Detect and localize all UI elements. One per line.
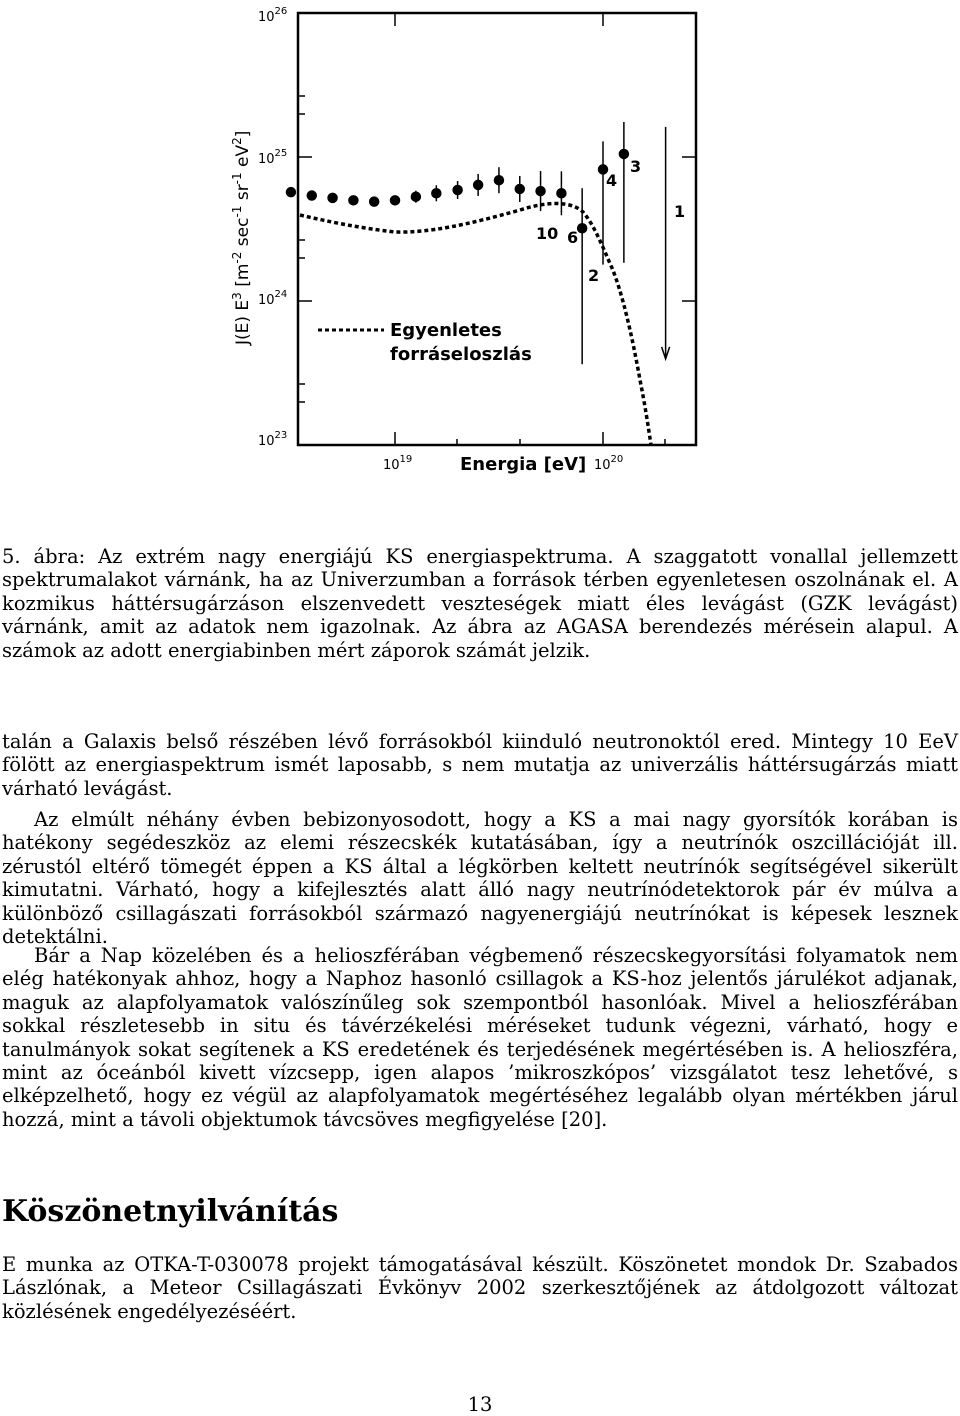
data-point xyxy=(328,193,337,202)
data-point xyxy=(557,189,566,198)
data-point xyxy=(453,185,462,194)
point-label-10: 10 xyxy=(536,224,559,243)
energy-spectrum-figure xyxy=(230,0,730,480)
legend-label-line2: forráseloszlás xyxy=(390,344,532,365)
data-point xyxy=(391,196,400,205)
data-point xyxy=(536,187,545,196)
page-number: 13 xyxy=(467,1393,493,1416)
body-paragraph: talán a Galaxis belső részében lévő forrásokból kiinduló neutronoktól ered. Mintegy 10 EeV fölött az energiaspektrum ismét laposabb, s nem mutatja az univerzális háttérsugárzás miatt várható levágást. xyxy=(2,730,958,800)
plot-frame xyxy=(298,13,696,445)
point-label-6: 6 xyxy=(567,228,579,247)
data-point xyxy=(349,196,358,205)
data-point xyxy=(494,176,503,185)
data-point xyxy=(411,192,420,201)
data-point xyxy=(474,180,483,189)
data-point xyxy=(578,224,587,233)
body-paragraph: Bár a Nap közelében és a helioszférában végbemenő részecskegyorsítási folyamatok nem elég hatékonyak ahhoz, hogy a Naphoz hasonló csillagok a KS-hoz jelentős járulékot adjanak, maguk az alapfolyamatok valószínűleg sok szempontból hasonlóak. Mivel a helioszférában sokkal részletesebb in situ és távérzékelési méréseket tudunk végezni, várható, hogy e tanulmányok sokat segítenek a KS eredetének és terjedésének megértésében is. A helioszféra, mint az óceánból kivett vízcsepp, igen alapos ’mikroszkópos’ vizsgálatot tesz lehetővé, s elképzelhető, hogy ez végül az alapfolyamatok megértéséhez legalább olyan mértékben járul hozzá, mint a távoli objektumok távcsöves megfigyelése [20]. xyxy=(2,944,958,1131)
data-point xyxy=(307,191,316,200)
body-paragraph: E munka az OTKA-T-030078 projekt támogatásával készült. Köszönetet mondok Dr. Szabados Lászlónak, a Meteor Csillagászati Évkönyv 2002 szerkesztőjének az átdolgozott változat közlésének engedélyezéséért. xyxy=(2,1253,958,1323)
y-tick-label: $10^{24}$ xyxy=(258,289,288,308)
point-label-2: 2 xyxy=(588,266,600,285)
figure-caption: 5. ábra: Az extrém nagy energiájú KS energiaspektruma. A szaggatott vonallal jellemzett spektrumalakot várnánk, ha az Univerzumban a források térben egyenletesen oszolnának el. A kozmikus háttérsugárzáson elszenvedett veszteségek miatt éles levágást (GZK levágást) várnánk, amit az adatok nem igazolnak. Az ábra az AGASA berendezés mérésein alapul. A számok az adott energiabinben mért záporok számát jelzik. xyxy=(2,545,958,662)
point-label-3: 3 xyxy=(630,157,642,176)
legend-label-line1: Egyenletes xyxy=(390,320,502,341)
y-axis-label: J(E) $E^3$ [$m^{-2}$ $\sec^{-1} sr^{-1}$ $eV^2$] xyxy=(230,130,253,345)
body-paragraph: Az elmúlt néhány évben bebizonyosodott, hogy a KS a mai nagy gyorsítók korában is hatékony segédeszköz az elemi részecskék kutatásában, így a neutrínók oszcillációját ill. zérustól eltérő tömegét éppen a KS által a légkörben keltett neutrínók segítségével sikerült kimutatni. Várható, hogy a kifejlesztés alatt álló nagy neutrínódetektorok pár év múlva a különböző csillagászati forrásokból származó nagyenergiájú neutrínókat is képesek lesznek detektálni. xyxy=(2,808,958,949)
y-tick-labels xyxy=(258,6,287,449)
point-label-4: 4 xyxy=(606,171,618,190)
x-axis-label: Energia [eV] xyxy=(460,454,587,475)
data-point xyxy=(370,197,379,206)
y-tick-label: $10^{26}$ xyxy=(258,6,288,25)
y-axis-ticks xyxy=(298,13,696,445)
data-point xyxy=(432,189,441,198)
y-tick-label: $10^{25}$ xyxy=(258,148,288,167)
x-tick-label: $10^{20}$ xyxy=(594,454,624,473)
x-tick-label: $10^{19}$ xyxy=(383,454,413,473)
section-heading: Köszönetnyilvánítás xyxy=(2,1194,339,1229)
data-point xyxy=(619,149,628,158)
y-tick-label: $10^{23}$ xyxy=(258,430,288,449)
data-point xyxy=(286,188,295,197)
data-point xyxy=(515,184,524,193)
point-label-1: 1 xyxy=(674,202,686,221)
